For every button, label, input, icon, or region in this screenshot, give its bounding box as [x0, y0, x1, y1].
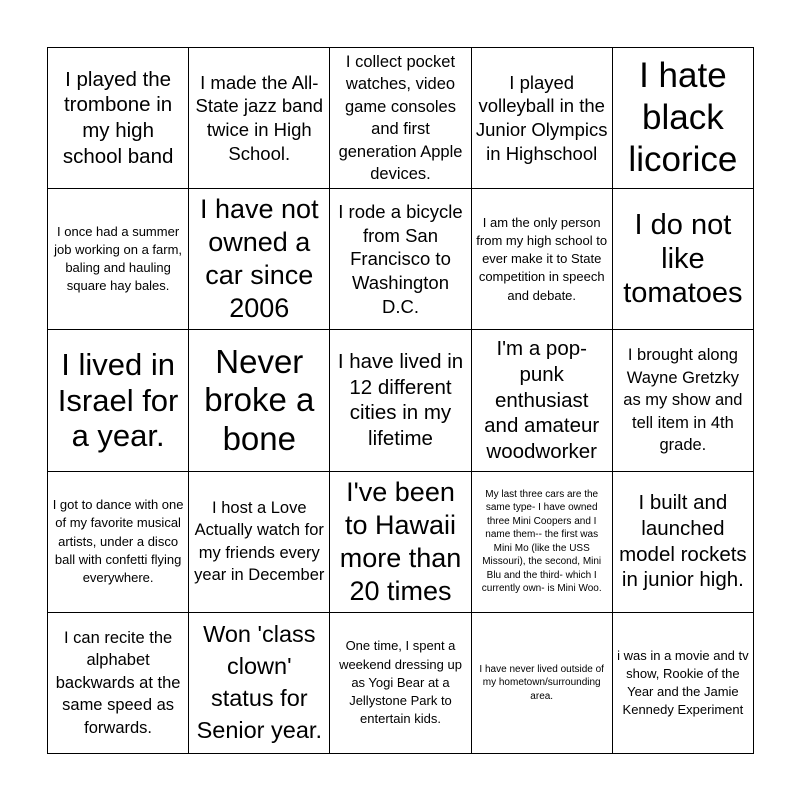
bingo-cell-10[interactable] [613, 189, 754, 330]
bingo-cell-14[interactable] [472, 330, 613, 471]
bingo-cell-text: i was in a movie and tv show, Rookie of the Year and the Jamie Kennedy Experiment [617, 647, 749, 718]
bingo-cell-text: I have never lived outside of my hometown/surrounding area. [479, 663, 604, 702]
bingo-cell-text: Never broke a bone [204, 342, 315, 457]
bingo-cell-11[interactable] [48, 330, 189, 471]
bingo-cell-text: I can recite the alphabet backwards at the same speed as forwards. [55, 628, 181, 737]
bingo-cell-text: I got to dance with one of my favorite musical artists, under a disco ball with confetti flying everywhere. [52, 497, 184, 585]
bingo-cell-17[interactable] [189, 472, 330, 613]
bingo-cell-text: I've been to Hawaii more than 20 times [339, 476, 462, 606]
bingo-cell-21[interactable] [48, 613, 189, 754]
bingo-cell-text: My last three cars are the same type- I have owned three Mini Coopers and I name them-- the first was Mini Mo (like the USS Missouri), the second, Mini Blu and the third- which I currently own- is Mini Woo. [481, 488, 602, 595]
bingo-cell-12[interactable] [189, 330, 330, 471]
bingo-cell-text: I collect pocket watches, video game consoles and first generation Apple devices. [338, 52, 463, 183]
bingo-cell-23[interactable] [330, 613, 471, 754]
bingo-cell-text: I brought along Wayne Gretzky as my show and tell item in 4th grade. [623, 346, 743, 455]
bingo-cell-3[interactable] [330, 48, 471, 189]
bingo-cell-1[interactable] [48, 48, 189, 189]
bingo-cell-20[interactable] [613, 472, 754, 613]
bingo-cell-15[interactable] [613, 330, 754, 471]
bingo-cell-18[interactable] [330, 472, 471, 613]
bingo-cell-text: I played the trombone in my high school band [62, 67, 174, 168]
bingo-cell-25[interactable] [613, 613, 754, 754]
bingo-cell-2[interactable] [189, 48, 330, 189]
bingo-cell-text: I made the All-State jazz band twice in High School. [195, 71, 324, 164]
bingo-cell-text: I have lived in 12 different cities in my lifetime [337, 350, 464, 451]
bingo-cell-text: I have not owned a car since 2006 [199, 194, 319, 324]
bingo-cell-24[interactable] [472, 613, 613, 754]
bingo-cell-text: I rode a bicycle from San Francisco to Washington D.C. [338, 201, 463, 317]
bingo-cell-text: I once had a summer job working on a farm, baling and hauling square hay bales. [54, 223, 183, 294]
bingo-cell-text: I played volleyball in the Junior Olympics in Highschool [475, 71, 608, 164]
bingo-cell-text: I am the only person from my high school to ever make it to State competition in speech and debate. [476, 214, 608, 303]
bingo-cell-text: I do not like tomatoes [623, 208, 743, 310]
bingo-cell-text: I hate black licorice [628, 56, 738, 180]
bingo-cell-16[interactable] [48, 472, 189, 613]
bingo-cell-5[interactable] [613, 48, 754, 189]
bingo-cell-8[interactable] [330, 189, 471, 330]
bingo-cell-6[interactable] [48, 189, 189, 330]
bingo-cell-text: I lived in Israel for a year. [57, 347, 179, 454]
bingo-cell-4[interactable] [472, 48, 613, 189]
bingo-cell-text: Won 'class clown' status for Senior year. [196, 621, 322, 743]
bingo-cell-text: I host a Love Actually watch for my friends every year in December [194, 498, 325, 585]
bingo-board [47, 47, 754, 754]
bingo-cell-9[interactable] [472, 189, 613, 330]
bingo-cell-22[interactable] [189, 613, 330, 754]
bingo-cell-text: I'm a pop-punk enthusiast and amateur woodworker [484, 337, 600, 463]
bingo-cell-13[interactable] [330, 330, 471, 471]
bingo-cell-7[interactable] [189, 189, 330, 330]
bingo-cell-19[interactable] [472, 472, 613, 613]
bingo-cell-text: I built and launched model rockets in junior high. [619, 491, 747, 592]
bingo-cell-text: One time, I spent a weekend dressing up as Yogi Bear at a Jellystone Park to entertain kids. [339, 638, 462, 727]
